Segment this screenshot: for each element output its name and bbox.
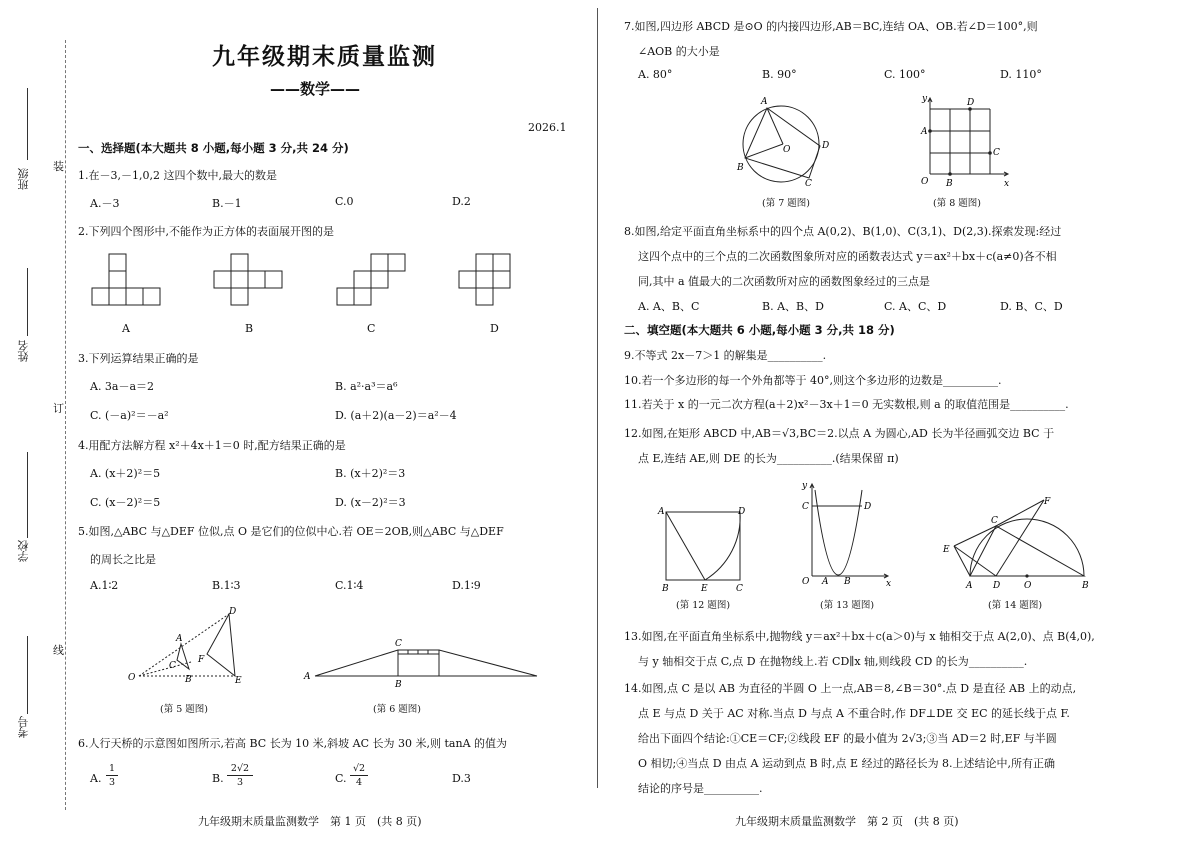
fraction-denominator: 4 — [355, 777, 363, 788]
question-4-stem: 4.用配方法解方程 x²＋4x＋1＝0 时,配方结果正确的是 — [78, 439, 346, 452]
sidebar-line-number — [27, 636, 28, 714]
question-3-option-b: B. a²·a³＝a⁶ — [335, 380, 398, 393]
question-5-stem-line-2: 的周长之比是 — [90, 553, 156, 566]
fraction-numerator: √2 — [350, 762, 368, 776]
question-7-option-d: D. 110° — [1000, 68, 1042, 81]
question-1-option-d: D.2 — [452, 195, 471, 208]
net-c — [337, 254, 405, 305]
question-3-option-d: D. (a＋2)(a－2)＝a²－4 — [335, 409, 457, 422]
question-8-option-b: B. A、B、D — [762, 300, 824, 313]
fig7-label-a: A — [761, 97, 768, 107]
question-7-option-b: B. 90° — [762, 68, 797, 81]
fig7-label-b: B — [737, 163, 744, 173]
fig5-label-f: F — [198, 655, 205, 665]
fig12-label-e: E — [701, 584, 708, 594]
fig13-label-a: A — [822, 577, 829, 587]
question-5-option-d: D.1∶9 — [452, 579, 481, 592]
sidebar-label-number: 考号 — [17, 716, 30, 738]
fig14-label-o: O — [1024, 581, 1032, 591]
fig14-label-c: C — [991, 516, 998, 526]
figure-13 — [796, 478, 896, 590]
fig14-label-f: F — [1044, 497, 1051, 507]
fig8-label-y: y — [922, 94, 928, 104]
fig14-label-d: D — [993, 581, 1001, 591]
question-4-option-c: C. (x－2)²＝5 — [90, 496, 161, 509]
question-5-option-a: A.1∶2 — [90, 579, 119, 592]
bind-mark-ding: 订 — [53, 402, 64, 415]
fig12-label-a: A — [658, 507, 665, 517]
question-4-option-b: B. (x＋2)²＝3 — [335, 467, 406, 480]
question-6-option-c: C. — [335, 772, 347, 785]
question-14-line-2: 点 E 与点 D 关于 AC 对称.当点 D 与点 A 不重合时,作 DF⊥DE 交 EC 的延长线于点 F. — [638, 707, 1070, 720]
fig14-label-b: B — [1082, 581, 1089, 591]
fig7-label-c: C — [805, 179, 812, 186]
fig8-label-a: A — [921, 127, 928, 137]
fig6-label-b: B — [395, 680, 402, 690]
question-8-option-c: C. A、C、D — [884, 300, 947, 313]
question-8-option-a: A. A、B、C — [638, 300, 700, 313]
question-8-option-d: D. B、C、D — [1000, 300, 1063, 313]
figure-7-caption: (第 7 题图) — [762, 198, 810, 209]
question-11: 11.若关于 x 的一元二次方程(a＋2)x²－3x＋1＝0 无实数根,则 a 的取值范围是__________. — [624, 398, 1069, 411]
fraction-denominator: 3 — [108, 777, 116, 788]
question-3-stem: 3.下列运算结果正确的是 — [78, 352, 199, 365]
question-13-stem-line-1: 13.如图,在平面直角坐标系中,抛物线 y＝ax²＋bx＋c(a＞0)与 x 轴相交于点 A(2,0)、点 B(4,0), — [624, 630, 1095, 643]
fig14-label-a: A — [966, 581, 973, 591]
question-1-stem: 1.在－3,－1,0,2 这四个数中,最大的数是 — [78, 169, 277, 182]
question-2-label-c: C — [367, 322, 376, 335]
fig13-label-y: y — [802, 481, 808, 491]
question-2-label-a: A — [122, 322, 130, 335]
page-2-footer: 九年级期末质量监测数学 第 2 页 (共 8 页) — [735, 815, 959, 828]
question-2-label-b: B — [245, 322, 254, 335]
question-7-stem-line-2: ∠AOB 的大小是 — [638, 45, 720, 58]
question-6-option-c-fraction — [350, 762, 368, 789]
question-13-stem-line-2: 与 y 轴相交于点 C,点 D 在抛物线上.若 CD∥x 轴,则线段 CD 的长为__________. — [638, 655, 1028, 668]
fig13-label-b: B — [844, 577, 851, 587]
fig13-label-d: D — [864, 502, 872, 512]
fraction-numerator: 2√2 — [227, 762, 253, 776]
question-3-option-c: C. (－a)²＝－a² — [90, 409, 169, 422]
figure-6-caption: (第 6 题图) — [373, 704, 421, 715]
net-a — [92, 254, 160, 305]
fig5-label-a: A — [176, 634, 183, 644]
page-1-footer: 九年级期末质量监测数学 第 1 页 (共 8 页) — [198, 815, 422, 828]
binding-dashed-line — [65, 40, 66, 810]
question-14-line-4: O 相切;④当点 D 由点 A 运动到点 B 时,点 E 经过的路径长为 8.上述结论中,所有正确 — [638, 757, 1056, 770]
fig8-label-c: C — [993, 148, 1000, 158]
question-7-stem-line-1: 7.如图,四边形 ABCD 是⊙O 的内接四边形,AB＝BC,连结 OA、OB.若∠D＝100°,则 — [624, 20, 1038, 33]
figure-8 — [918, 92, 1018, 190]
figure-12-caption: (第 12 题图) — [676, 600, 731, 611]
fig12-label-b: B — [662, 584, 669, 594]
fig8-label-b: B — [946, 179, 953, 189]
sidebar-line-school — [27, 452, 28, 538]
question-12-stem-line-1: 12.如图,在矩形 ABCD 中,AB＝√3,BC＝2.以点 A 为圆心,AD 长为半径画弧交边 BC 于 — [624, 427, 1055, 440]
fig5-label-o: O — [128, 673, 136, 683]
fraction-denominator: 3 — [236, 777, 244, 788]
fig8-label-x: x — [1004, 179, 1010, 189]
question-6-stem: 6.人行天桥的示意图如图所示,若高 BC 长为 10 米,斜坡 AC 长为 30 米,则 tanA 的值为 — [78, 737, 508, 750]
question-9: 9.不等式 2x－7＞1 的解集是__________. — [624, 349, 827, 362]
question-10: 10.若一个多边形的每一个外角都等于 40°,则这个多边形的边数是__________. — [624, 374, 1002, 387]
question-8-stem-line-2: 这四个点中的三个点的二次函数图象所对应的函数表达式 y＝ax²＋bx＋c(a≠0)各不相 — [638, 250, 1057, 263]
question-6-option-d: D.3 — [452, 772, 471, 785]
figure-7 — [733, 94, 833, 186]
question-5-option-c: C.1∶4 — [335, 579, 364, 592]
figure-5 — [125, 606, 260, 686]
question-14-line-1: 14.如图,点 C 是以 AB 为直径的半圆 O 上一点,AB＝8,∠B＝30°.点 D 是直径 AB 上的动点, — [624, 682, 1077, 695]
fraction-numerator: 1 — [106, 762, 118, 776]
question-14-line-3: 给出下面四个结论:①CE＝CF;②线段 EF 的最小值为 2√3;③当 AD＝2 时,EF 与半圆 — [638, 732, 1057, 745]
question-2-stem: 2.下列四个图形中,不能作为正方体的表面展开图的是 — [78, 225, 334, 238]
sidebar-label-school: 学校 — [17, 540, 30, 562]
question-6-option-a-fraction — [106, 762, 118, 789]
fig7-label-o: O — [783, 145, 791, 155]
question-7-option-a: A. 80° — [638, 68, 673, 81]
fig12-label-c: C — [736, 584, 743, 594]
fig8-label-o: O — [921, 177, 929, 187]
question-12-stem-line-2: 点 E,连结 AE,则 DE 的长为__________.(结果保留 π) — [638, 452, 899, 465]
question-1-option-a: A.－3 — [90, 197, 120, 210]
fig5-label-d: D — [229, 607, 237, 617]
fig5-label-c: C — [169, 661, 176, 671]
figure-12 — [655, 502, 751, 594]
question-1-option-c: C.0 — [335, 195, 354, 208]
figure-8-caption: (第 8 题图) — [933, 198, 981, 209]
fig12-label-d: D — [738, 507, 746, 517]
question-7-option-c: C. 100° — [884, 68, 926, 81]
question-8-stem-line-3: 同,其中 a 值最大的二次函数所对应的函数图象经过的三点是 — [638, 275, 931, 288]
question-2-label-d: D — [490, 322, 499, 335]
question-4-option-a: A. (x＋2)²＝5 — [90, 467, 161, 480]
question-5-option-b: B.1∶3 — [212, 579, 241, 592]
net-d — [459, 254, 510, 305]
fig7-label-d: D — [822, 141, 830, 151]
figure-13-caption: (第 13 题图) — [820, 600, 875, 611]
question-8-stem-line-1: 8.如图,给定平面直角坐标系中的四个点 A(0,2)、B(1,0)、C(3,1)、D(2,3).探索发现:经过 — [624, 225, 1062, 238]
sidebar-label-name: 姓名 — [17, 340, 30, 362]
question-1-option-b: B.－1 — [212, 197, 242, 210]
sidebar-label-class: 班级 — [17, 168, 30, 190]
page-title: 九年级期末质量监测 — [212, 44, 437, 70]
exam-date: 2026.1 — [528, 121, 567, 134]
question-5-stem-line-1: 5.如图,△ABC 与△DEF 位似,点 O 是它们的位似中心.若 OE＝2OB,则△ABC 与△DEF — [78, 525, 504, 538]
question-6-option-b-fraction — [227, 762, 253, 789]
fig6-label-c: C — [395, 639, 402, 649]
question-3-option-a: A. 3a－a＝2 — [90, 380, 155, 393]
figure-5-caption: (第 5 题图) — [160, 704, 208, 715]
question-6-option-a: A. — [90, 772, 102, 785]
fig5-label-e: E — [235, 676, 242, 686]
page-subtitle: ——数学—— — [270, 80, 361, 98]
figure-6 — [303, 632, 543, 692]
bind-mark-xian: 线 — [53, 644, 64, 657]
question-2-nets — [85, 250, 545, 312]
fig13-label-o: O — [802, 577, 810, 587]
net-b — [214, 254, 282, 305]
section-1-heading: 一、选择题(本大题共 8 小题,每小题 3 分,共 24 分) — [78, 141, 349, 155]
fig6-label-a: A — [304, 672, 311, 682]
bind-mark-zhuang: 装 — [53, 160, 64, 173]
page-divider — [597, 8, 598, 788]
sidebar-line-name — [27, 268, 28, 336]
fig14-label-e: E — [943, 545, 950, 555]
figure-14-caption: (第 14 题图) — [988, 600, 1043, 611]
sidebar-line-class — [27, 88, 28, 160]
fig8-label-d: D — [967, 98, 975, 108]
figure-14 — [938, 492, 1098, 592]
fig5-label-b: B — [185, 675, 192, 685]
fig13-label-c: C — [802, 502, 809, 512]
question-4-option-d: D. (x－2)²＝3 — [335, 496, 406, 509]
section-2-heading: 二、填空题(本大题共 6 小题,每小题 3 分,共 18 分) — [624, 323, 895, 337]
question-14-line-5: 结论的序号是__________. — [638, 782, 763, 795]
question-6-option-b: B. — [212, 772, 224, 785]
fig13-label-x: x — [886, 579, 892, 589]
